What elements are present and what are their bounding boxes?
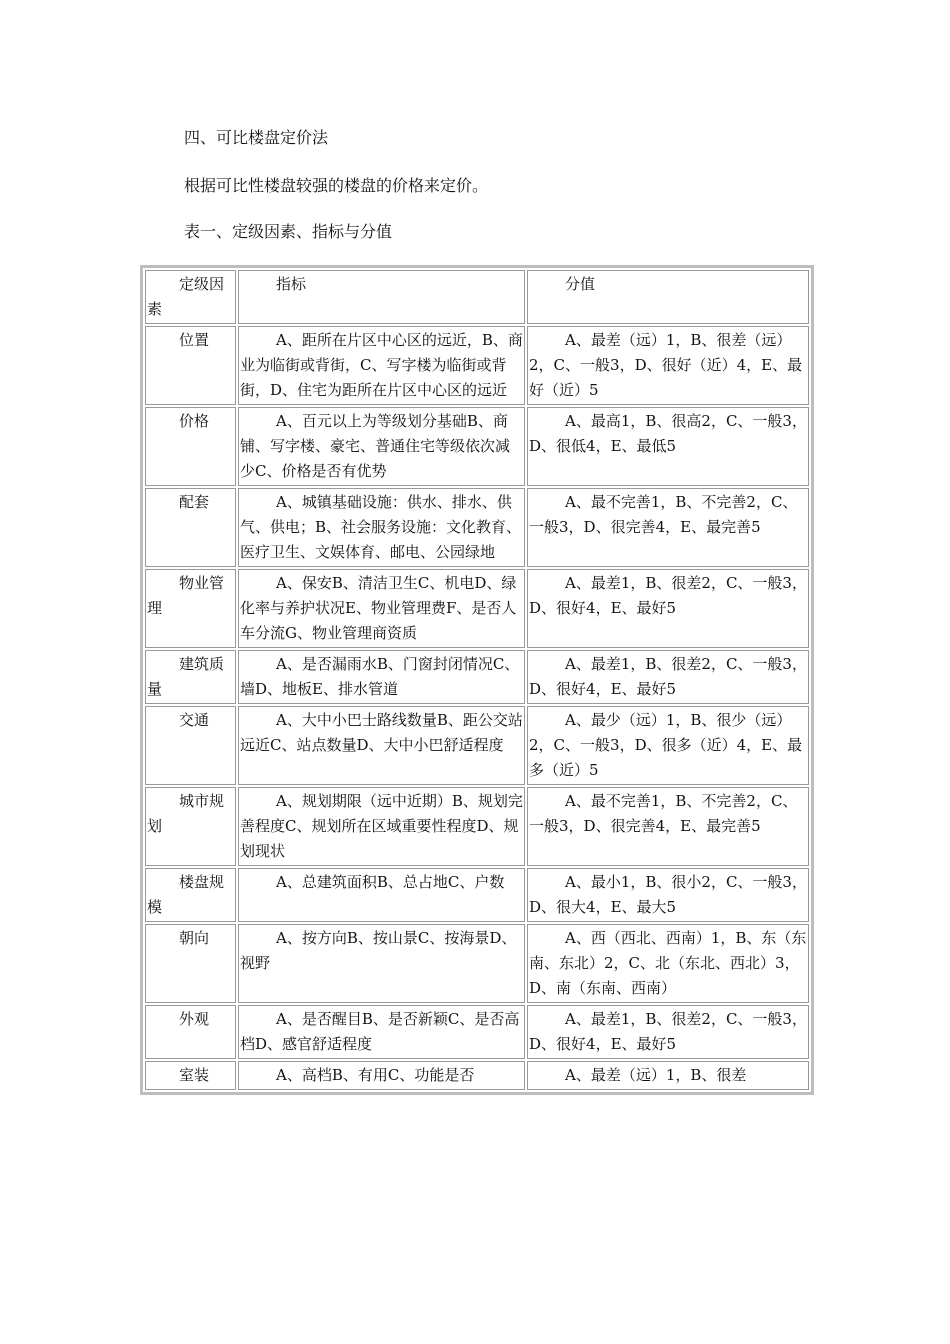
- factor-cell: 楼盘规模: [145, 868, 236, 922]
- score-cell: A、最差（远）1，B、很差（远）2，C、一般3，D、很好（近）4，E、最好（近）5: [527, 326, 809, 405]
- table-row: [145, 326, 809, 405]
- factor-cell: 位置: [145, 326, 236, 405]
- score-cell: A、最差1，B、很差2，C、一般3，D、很好4，E、最好5: [527, 650, 809, 704]
- score-cell: A、西（西北、西南）1，B、东（东南、东北）2，C、北（东北、西北）3，D、南（东南、西南）: [527, 924, 809, 1003]
- table-row: [145, 488, 809, 567]
- factor-cell: 交通: [145, 706, 236, 785]
- factor-cell: 外观: [145, 1005, 236, 1059]
- indicator-cell: A、总建筑面积B、总占地C、户数: [238, 868, 525, 922]
- table-header-row: [145, 270, 809, 324]
- table-row: [145, 1061, 809, 1090]
- factor-cell: 物业管理: [145, 569, 236, 648]
- score-cell: A、最小1，B、很小2，C、一般3，D、很大4，E、最大5: [527, 868, 809, 922]
- factor-cell: 城市规划: [145, 787, 236, 866]
- table-row: [145, 650, 809, 704]
- indicator-cell: A、高档B、有用C、功能是否: [238, 1061, 525, 1090]
- indicator-cell: A、城镇基础设施：供水、排水、供气、供电；B、社会服务设施：文化教育、医疗卫生、文娱体育、邮电、公园绿地: [238, 488, 525, 567]
- indicator-cell: A、是否醒目B、是否新颖C、是否高档D、感官舒适程度: [238, 1005, 525, 1059]
- table-row: [145, 924, 809, 1003]
- section-heading: 四、可比楼盘定价法: [184, 128, 329, 147]
- table-row: [145, 787, 809, 866]
- table-caption: 表一、定级因素、指标与分值: [184, 222, 393, 241]
- indicator-cell: A、规划期限（远中近期）B、规划完善程度C、规划所在区域重要性程度D、规划现状: [238, 787, 525, 866]
- intro-paragraph: 根据可比性楼盘较强的楼盘的价格来定价。: [184, 176, 489, 195]
- table-row: [145, 868, 809, 922]
- score-cell: A、最不完善1，B、不完善2，C、一般3，D、很完善4，E、最完善5: [527, 787, 809, 866]
- factor-cell: 朝向: [145, 924, 236, 1003]
- factor-cell: 室装: [145, 1061, 236, 1090]
- header-factor: 定级因素: [145, 270, 236, 324]
- score-cell: A、最不完善1，B、不完善2，C、一般3，D、很完善4，E、最完善5: [527, 488, 809, 567]
- table-row: [145, 706, 809, 785]
- table-row: [145, 1005, 809, 1059]
- indicator-cell: A、保安B、清洁卫生C、机电D、绿化率与养护状况E、物业管理费F、是否人车分流G、物业管理商资质: [238, 569, 525, 648]
- factor-cell: 价格: [145, 407, 236, 486]
- header-indicator: 指标: [238, 270, 525, 324]
- header-score: 分值: [527, 270, 809, 324]
- factor-cell: 建筑质量: [145, 650, 236, 704]
- indicator-cell: A、百元以上为等级划分基础B、商铺、写字楼、豪宅、普通住宅等级依次减少C、价格是否有优势: [238, 407, 525, 486]
- grading-table: [140, 265, 814, 1095]
- indicator-cell: A、距所在片区中心区的远近，B、商业为临街或背街，C、写字楼为临街或背街，D、住宅为距所在片区中心区的远近: [238, 326, 525, 405]
- indicator-cell: A、按方向B、按山景C、按海景D、视野: [238, 924, 525, 1003]
- score-cell: A、最少（远）1，B、很少（远）2，C、一般3，D、很多（近）4，E、最多（近）5: [527, 706, 809, 785]
- score-cell: A、最高1，B、很高2，C、一般3，D、很低4，E、最低5: [527, 407, 809, 486]
- score-cell: A、最差1，B、很差2，C、一般3，D、很好4，E、最好5: [527, 1005, 809, 1059]
- table-row: [145, 569, 809, 648]
- indicator-cell: A、是否漏雨水B、门窗封闭情况C、墙D、地板E、排水管道: [238, 650, 525, 704]
- table-row: [145, 407, 809, 486]
- factor-cell: 配套: [145, 488, 236, 567]
- score-cell: A、最差（远）1，B、很差: [527, 1061, 809, 1090]
- score-cell: A、最差1，B、很差2，C、一般3，D、很好4，E、最好5: [527, 569, 809, 648]
- indicator-cell: A、大中小巴士路线数量B、距公交站远近C、站点数量D、大中小巴舒适程度: [238, 706, 525, 785]
